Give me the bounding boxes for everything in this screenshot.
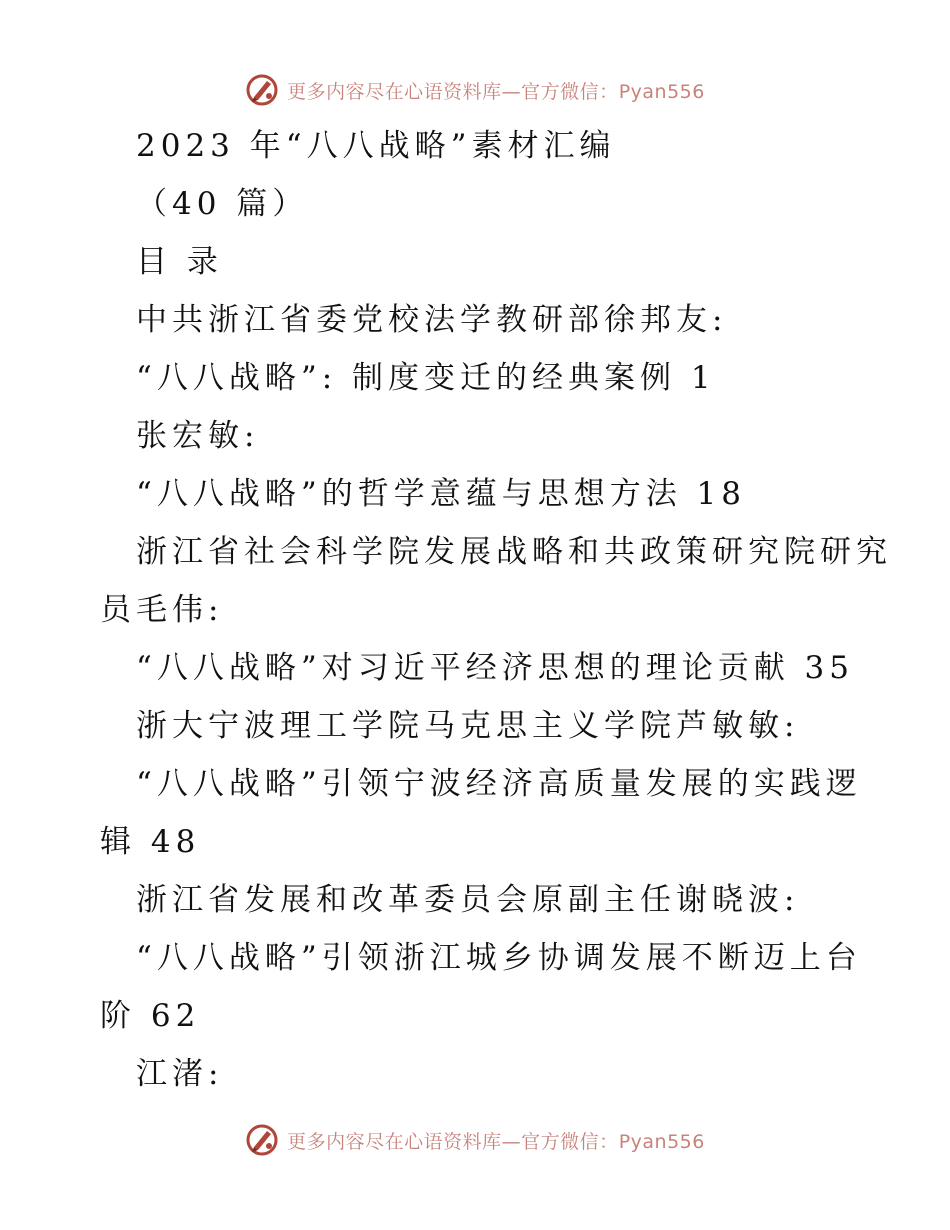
pen-seal-logo-icon	[245, 1123, 279, 1157]
toc-heading: 目 录	[136, 244, 223, 280]
toc-entry-continued: 阶 62	[100, 998, 201, 1034]
toc-author: 浙江省发展和改革委员会原副主任谢晓波:	[136, 882, 800, 918]
toc-author: 中共浙江省委党校法学教研部徐邦友:	[136, 302, 728, 338]
toc-author: 浙江省社会科学院发展战略和共政策研究院研究	[136, 534, 892, 570]
watermark-text: 更多内容尽在心语资料库—官方微信：Pyan556	[287, 80, 705, 103]
watermark-text: 更多内容尽在心语资料库—官方微信：Pyan556	[287, 1130, 705, 1153]
toc-entry: “八八战略”对习近平经济思想的理论贡献 35	[136, 650, 854, 686]
document-title: 2023 年“八八战略”素材汇编	[136, 128, 616, 164]
article-count: （40 篇）	[136, 186, 309, 222]
toc-entry: “八八战略”的哲学意蕴与思想方法 18	[136, 476, 746, 512]
toc-entry: “八八战略”: 制度变迁的经典案例 1	[136, 360, 716, 396]
toc-author: 张宏敏:	[136, 418, 260, 454]
toc-entry: “八八战略”引领宁波经济高质量发展的实践逻	[136, 766, 862, 802]
toc-entry: “八八战略”引领浙江城乡协调发展不断迈上台	[136, 940, 862, 976]
toc-author: 江渚:	[136, 1056, 224, 1092]
toc-entry-continued: 辑 48	[100, 824, 201, 860]
toc-author-continued: 员毛伟:	[100, 592, 224, 628]
pen-seal-logo-icon	[245, 73, 279, 107]
toc-author: 浙大宁波理工学院马克思主义学院芦敏敏:	[136, 708, 800, 744]
watermark-footer	[0, 1120, 950, 1160]
watermark-header	[0, 70, 950, 110]
